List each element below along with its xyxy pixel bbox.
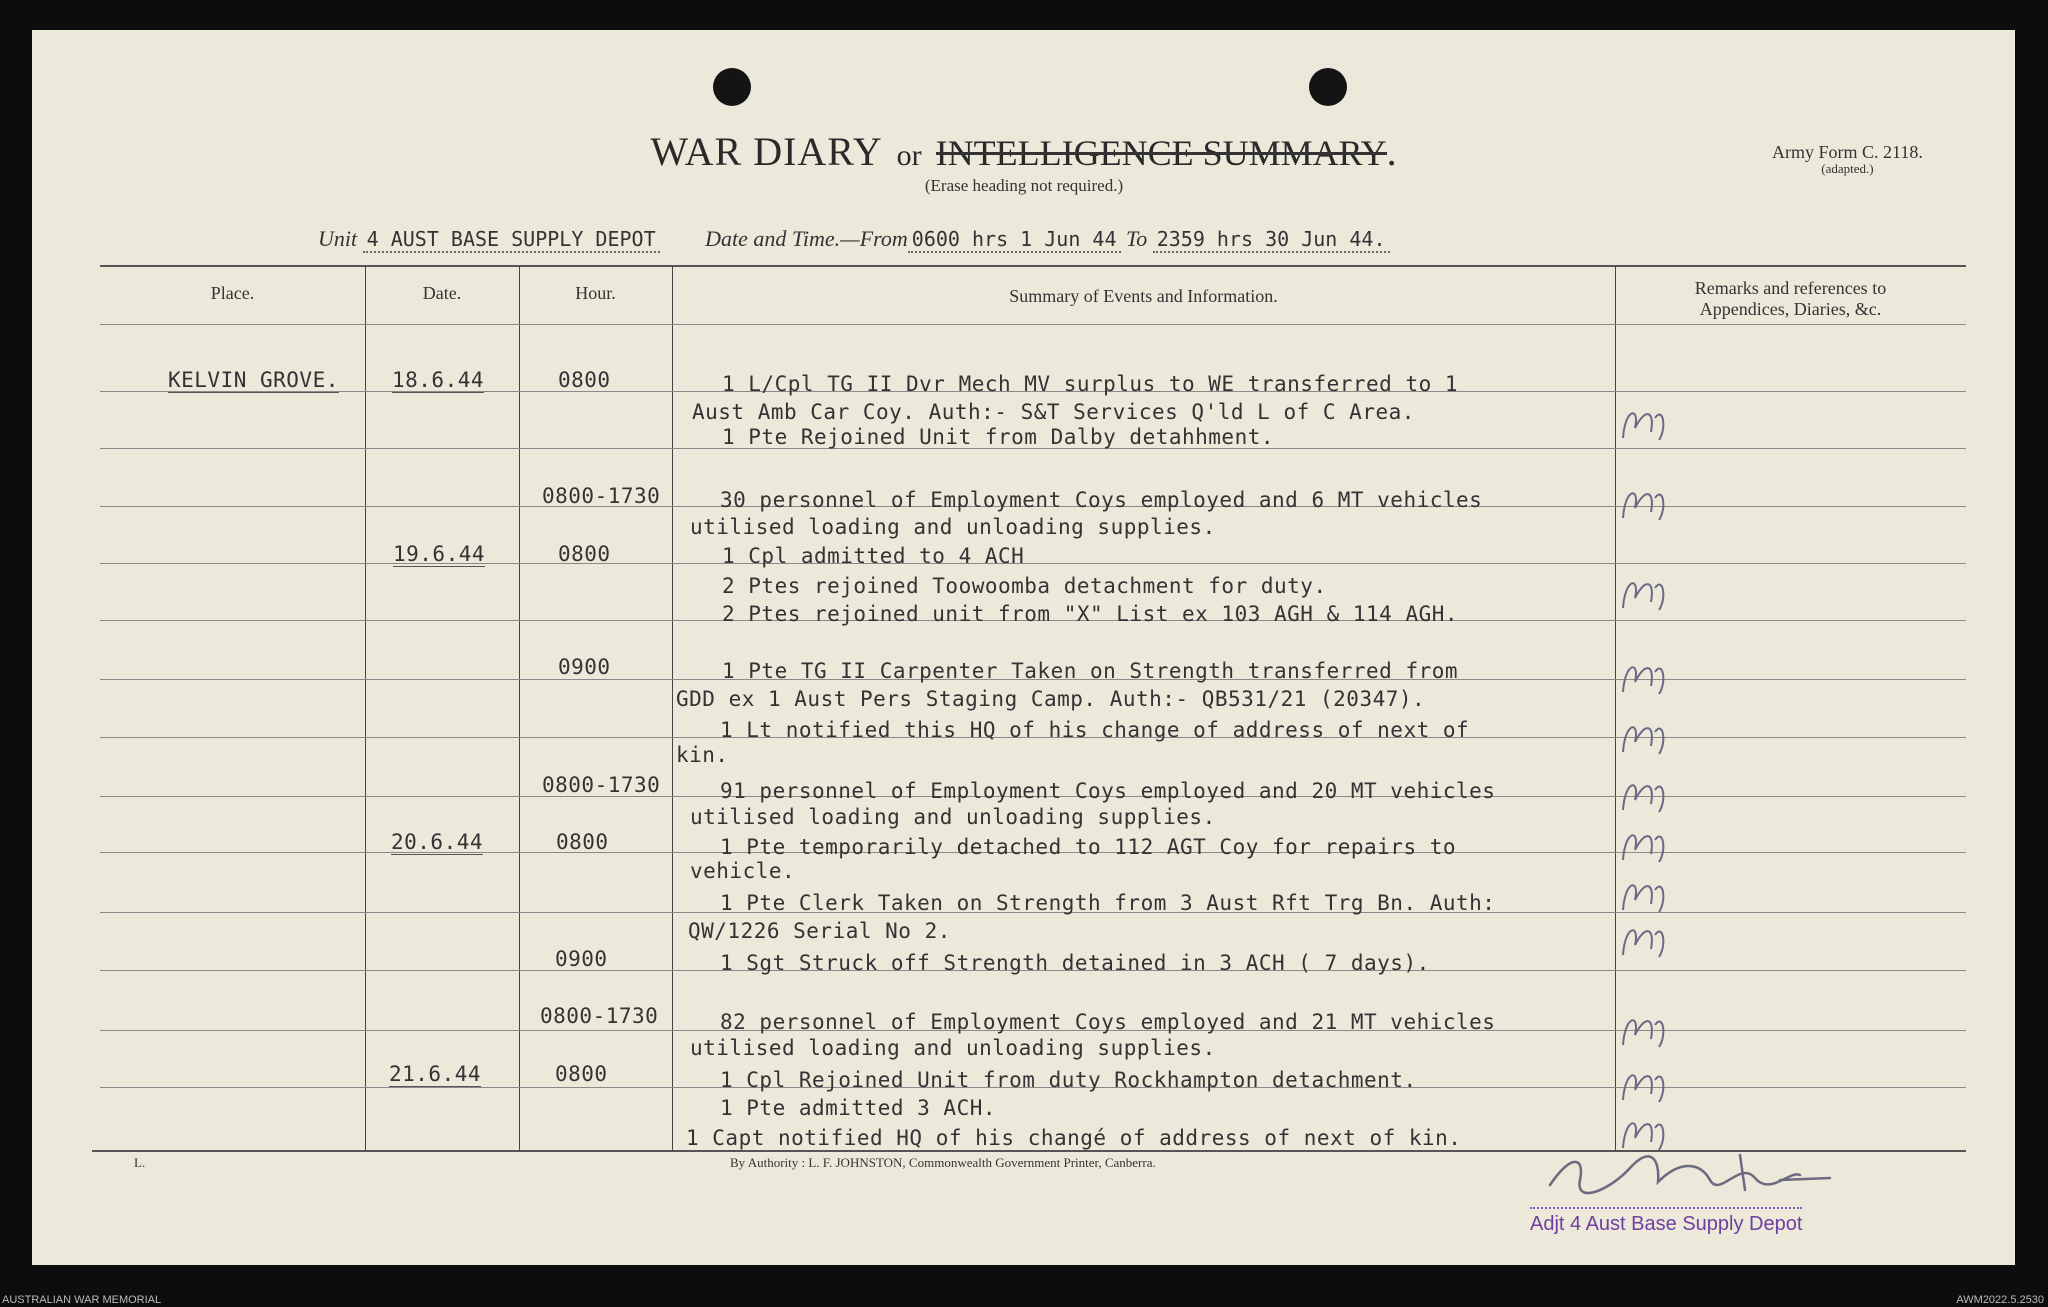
place-cell: KELVIN GROVE. [168,368,339,392]
initials-mark [1615,652,1675,702]
printer-credit: By Authority : L. F. JOHNSTON, Commonwealth Government Printer, Canberra. [730,1155,1156,1170]
remarks-header-line-2: Appendices, Diaries, &c. [1699,299,1882,319]
summary-line: 91 personnel of Employment Coys employed and 20 MT vehicles [720,779,1496,803]
adjutant-stamp: Adjt 4 Aust Base Supply Depot [1530,1207,1802,1236]
col-header-remarks [1615,278,1966,320]
initials-mark [1615,770,1675,820]
summary-line: 1 Cpl Rejoined Unit from duty Rockhampton detachment. [720,1068,1417,1092]
title-struck: INTELLIGENCE SUMMARY [935,133,1387,173]
summary-line: 2 Ptes rejoined Toowoomba detachment for duty. [722,574,1327,598]
hour-cell: 0900 [558,655,611,679]
hour-cell: 0900 [555,947,608,971]
hour-cell: 0800-1730 [542,773,661,797]
col-header-summary: Summary of Events and Information. [1009,286,1278,306]
form-code: L. [134,1155,146,1170]
to-label: To [1126,226,1148,251]
initials-mark [1615,915,1675,965]
adapted-note: (adapted.) [1821,161,1874,176]
initials-mark [1615,820,1675,870]
summary-line: utilised loading and unloading supplies. [690,515,1216,539]
summary-line: utilised loading and unloading supplies. [690,1036,1216,1060]
summary-line: 1 Pte Rejoined Unit from Dalby detahhment. [722,425,1275,449]
date-cell: 21.6.44 [389,1062,482,1086]
date-cell: 18.6.44 [392,368,485,392]
summary-line: GDD ex 1 Aust Pers Staging Camp. Auth:- QB531/21 (20347). [676,687,1426,711]
initials-mark [1615,398,1675,448]
hour-cell: 0800 [558,368,611,392]
initials-mark [1615,712,1675,762]
table-top-rule [100,265,1966,267]
archive-caption-right: AWM2022.5.2530 [1956,1294,2044,1306]
summary-line: Aust Amb Car Coy. Auth:- S&T Services Q'ld L of C Area. [692,400,1415,424]
summary-line: 30 personnel of Employment Coys employed and 6 MT vehicles [720,488,1483,512]
hour-cell: 0800 [558,542,611,566]
summary-line: 2 Ptes rejoined unit from "X" List ex 103 AGH & 114 AGH. [722,602,1459,626]
summary-line: utilised loading and unloading supplies. [690,805,1216,829]
title-or: or [896,139,922,172]
to-value: 2359 hrs 30 Jun 44. [1153,227,1390,253]
initials-mark [1615,1005,1675,1055]
row-rule [100,563,1966,564]
erase-note: (Erase heading not required.) [924,176,1124,195]
row-rule [100,324,1966,325]
date-label: Date and Time.—From [705,226,908,251]
adjutant-signature [1540,1150,1840,1200]
hour-cell: 0800 [555,1062,608,1086]
date-cell: 20.6.44 [391,830,484,854]
hour-cell: 0800-1730 [540,1004,659,1028]
army-form-label: Army Form C. 2118. [1772,142,1923,162]
summary-line: 1 Cpl admitted to 4 ACH [722,544,1025,568]
unit-label: Unit [318,226,358,251]
col-header-place: Place. [210,283,255,303]
remarks-header-line-1: Remarks and references to [1694,278,1887,298]
summary-line: 1 L/Cpl TG II Dvr Mech MV surplus to WE transferred to 1 [722,372,1459,396]
form-title: WAR DIARY or INTELLIGENCE SUMMARY. [650,129,1398,174]
summary-line: 1 Sgt Struck off Strength detained in 3 ACH ( 7 days). [720,951,1430,975]
column-divider [519,266,520,1151]
summary-line: 1 Capt notified HQ of his changé of address of next of kin. [686,1126,1462,1150]
date-cell: 19.6.44 [393,542,486,566]
summary-line: 82 personnel of Employment Coys employed and 21 MT vehicles [720,1010,1496,1034]
summary-line: kin. [676,743,729,767]
summary-line: 1 Lt notified this HQ of his change of address of next of [720,718,1470,742]
col-header-date: Date. [422,283,462,303]
summary-line: 1 Pte temporarily detached to 112 AGT Coy for repairs to [720,835,1457,859]
punch-hole [1309,68,1347,106]
initials-mark [1615,870,1675,920]
summary-line: 1 Pte TG II Carpenter Taken on Strength transferred from [722,659,1459,683]
column-divider [672,266,673,1151]
title-war-diary: WAR DIARY [650,129,883,174]
col-header-hour: Hour. [575,283,616,303]
initials-mark [1615,568,1675,618]
column-divider [365,266,366,1151]
archive-caption-left: AUSTRALIAN WAR MEMORIAL [2,1294,162,1306]
summary-line: 1 Pte admitted 3 ACH. [720,1096,997,1120]
summary-line: vehicle. [690,859,796,883]
summary-line: 1 Pte Clerk Taken on Strength from 3 Aust Rft Trg Bn. Auth: [720,891,1496,915]
initials-mark [1615,1060,1675,1110]
punch-hole [713,68,751,106]
unit-value: 4 AUST BASE SUPPLY DEPOT [363,227,660,253]
summary-line: QW/1226 Serial No 2. [688,919,951,943]
army-form-number [1772,142,1923,177]
unit-line [318,226,1390,252]
hour-cell: 0800 [556,830,609,854]
hour-cell: 0800-1730 [542,484,661,508]
initials-mark [1615,478,1675,528]
from-value: 0600 hrs 1 Jun 44 [908,227,1121,253]
